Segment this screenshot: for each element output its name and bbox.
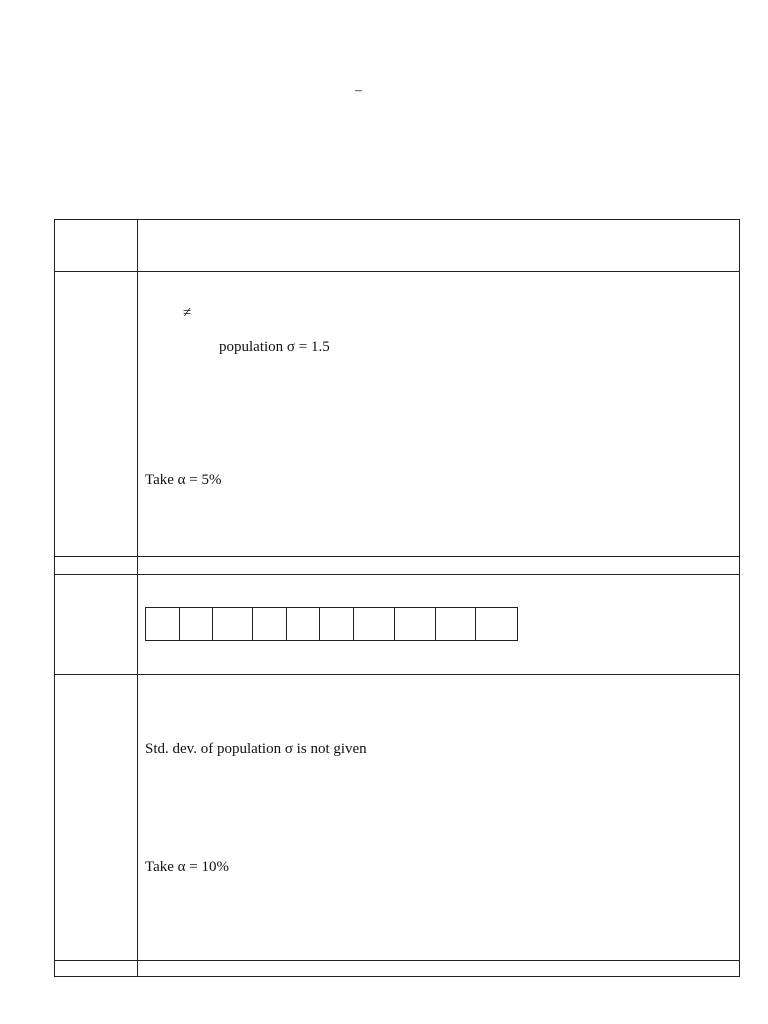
alpha-level-c: Take α = 10% — [145, 859, 229, 875]
data-cell — [395, 608, 436, 640]
mean-bar-symbol: – — [355, 83, 362, 98]
sample-data-grid — [145, 607, 518, 641]
data-cell — [320, 608, 354, 640]
data-cell — [180, 608, 213, 640]
table-row-divider — [55, 960, 739, 961]
data-cell — [146, 608, 180, 640]
table-row-divider — [55, 574, 739, 575]
population-sigma-note: Std. dev. of population σ is not given — [145, 741, 367, 757]
data-cell — [354, 608, 395, 640]
data-cell — [436, 608, 476, 640]
data-cell — [213, 608, 253, 640]
data-cell — [476, 608, 518, 640]
table-row-divider — [55, 556, 739, 557]
alpha-level-a: Take α = 5% — [145, 472, 222, 488]
table-row-divider — [55, 674, 739, 675]
table-row-divider — [55, 271, 739, 272]
data-cell — [253, 608, 287, 640]
table-column-divider — [137, 220, 138, 976]
data-cell — [287, 608, 320, 640]
question-table — [54, 219, 740, 977]
given-population-sigma: population σ = 1.5 — [219, 339, 330, 355]
not-equal-symbol: ≠ — [183, 305, 192, 321]
